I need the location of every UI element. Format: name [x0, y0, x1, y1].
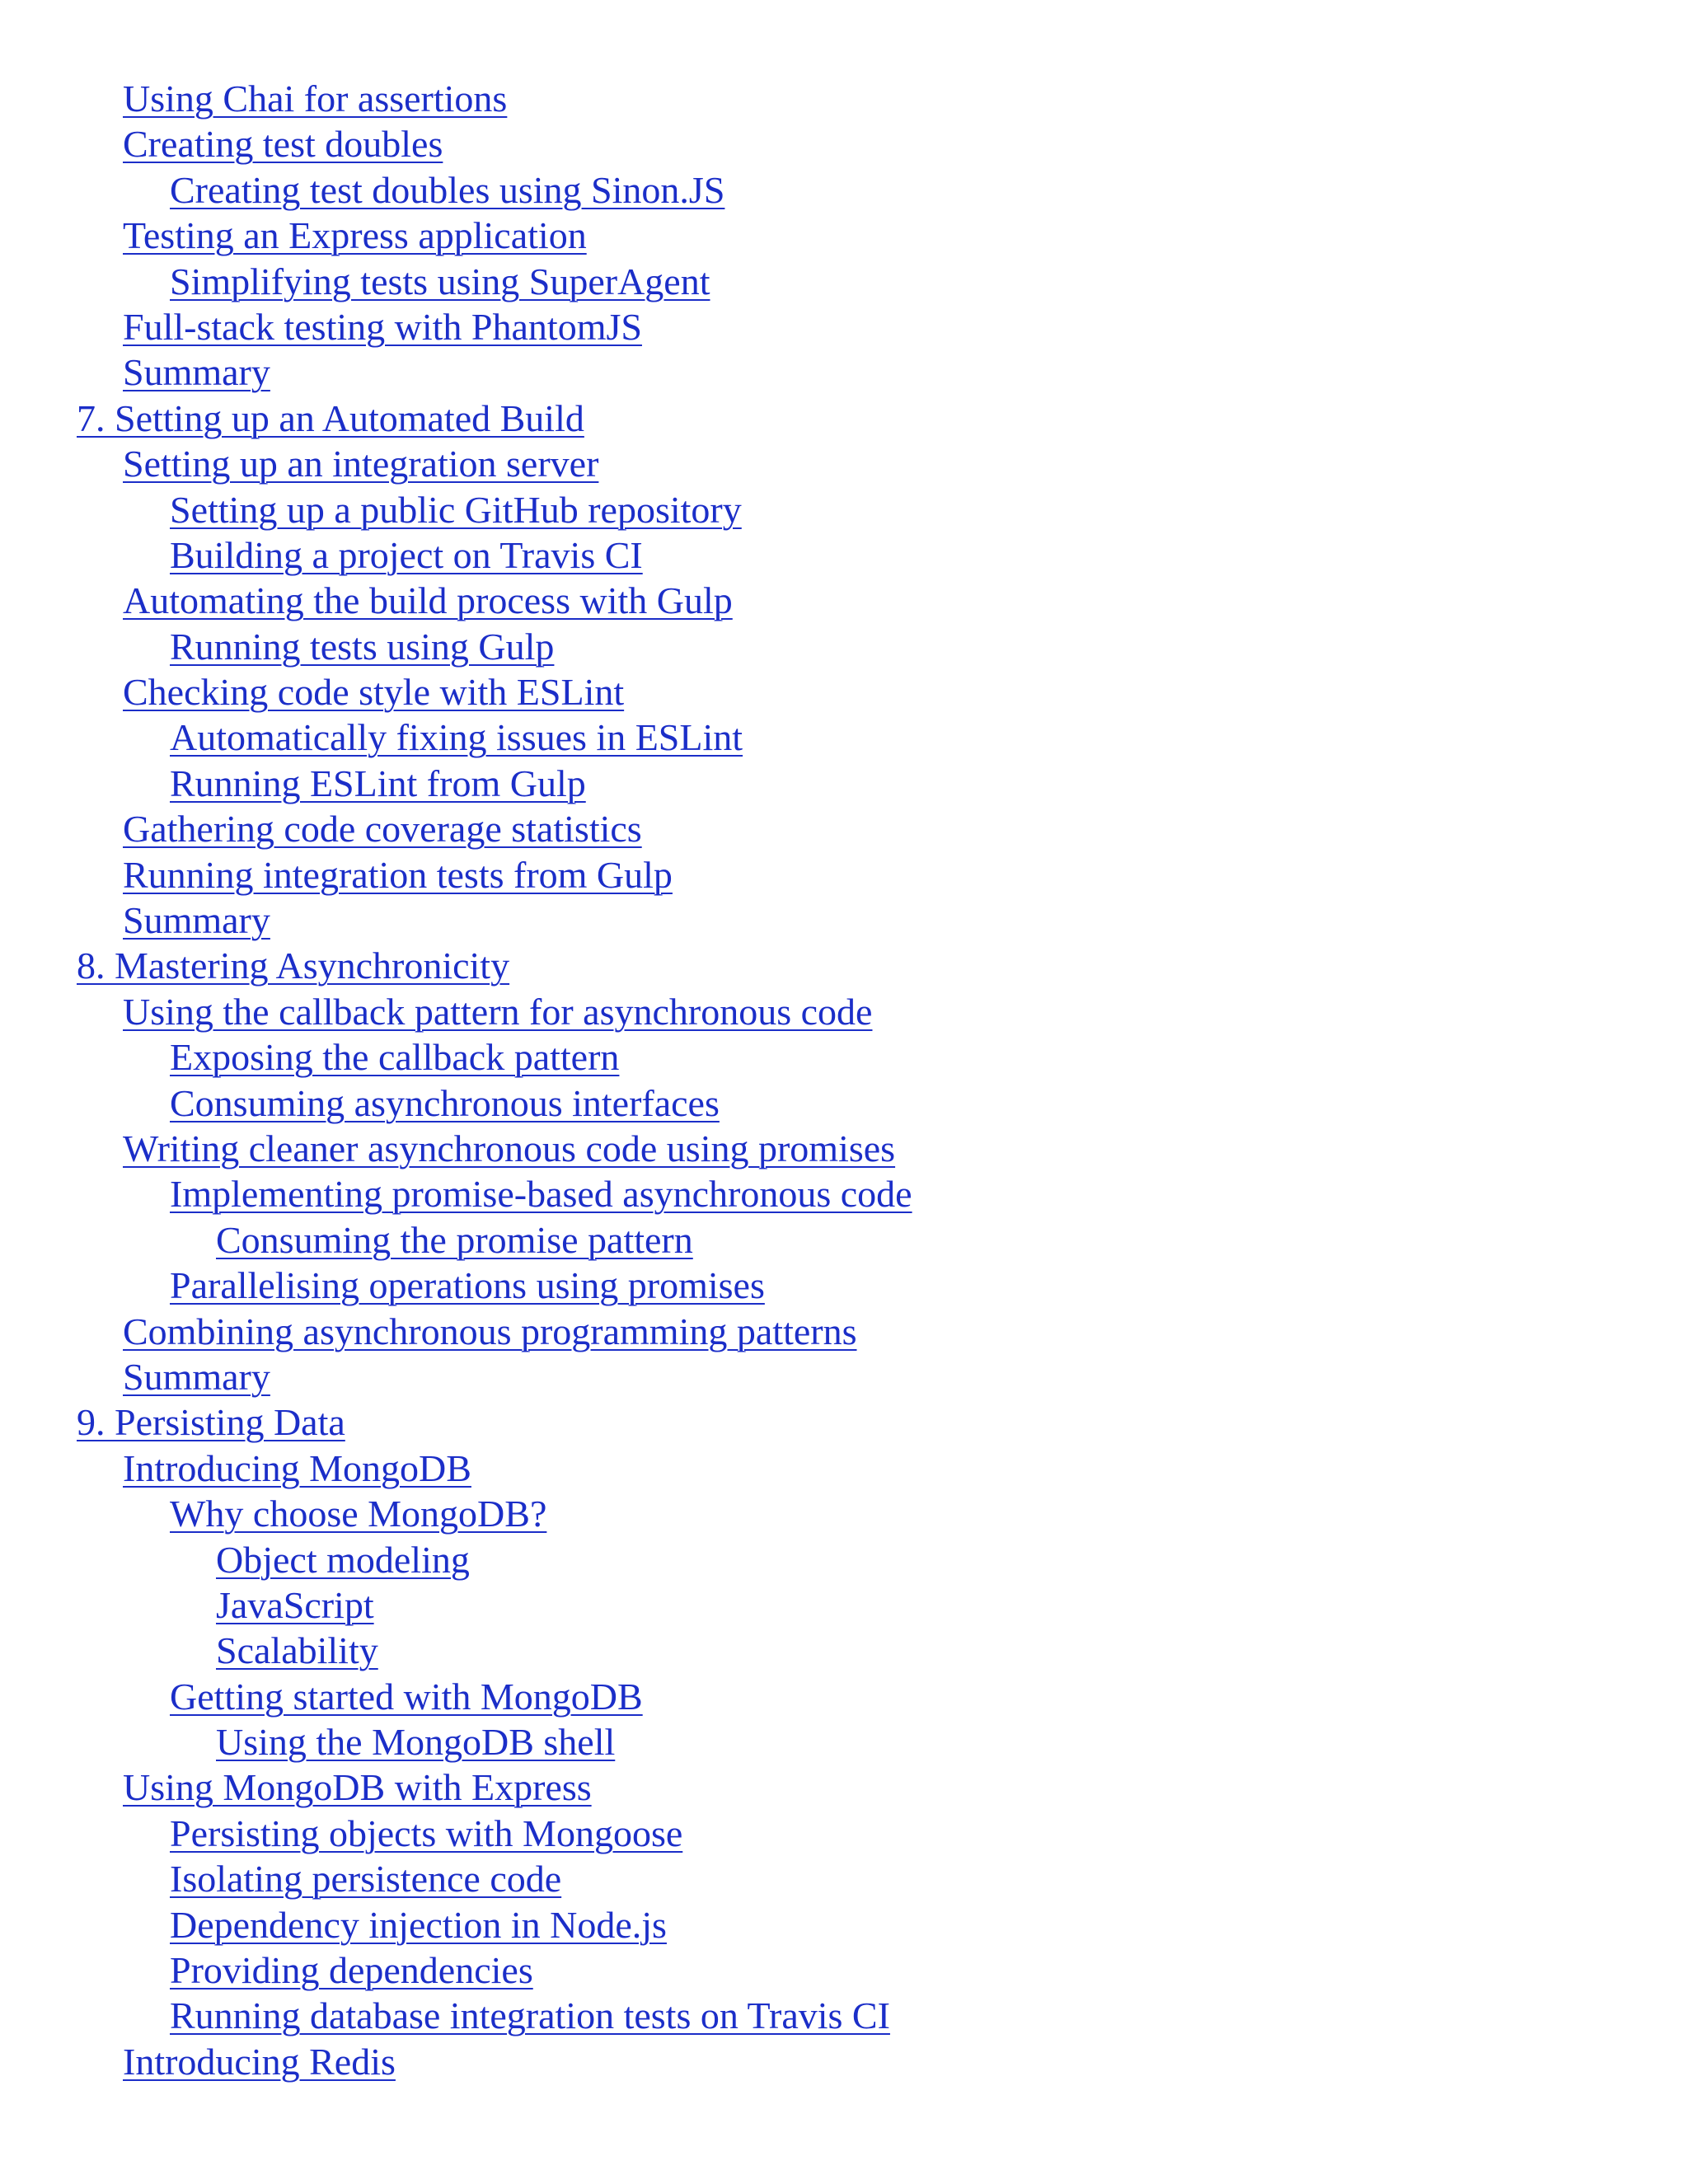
- toc-entry: [0, 1399, 1688, 1445]
- toc-entry: [0, 715, 1688, 760]
- toc-section-link[interactable]: Exposing the callback pattern: [170, 1036, 620, 1079]
- toc-chapter-link[interactable]: 8. Mastering Asynchronicity: [77, 944, 510, 987]
- toc-entry: [0, 1217, 1688, 1263]
- toc-entry: [0, 76, 1688, 121]
- toc-section-link[interactable]: Summary: [123, 1355, 270, 1398]
- toc-entry: [0, 1902, 1688, 1947]
- table-of-contents: [0, 76, 1688, 2084]
- toc-section-link[interactable]: Summary: [123, 899, 270, 942]
- toc-section-link[interactable]: Scalability: [216, 1629, 378, 1672]
- toc-entry: [0, 1811, 1688, 1856]
- toc-entry: [0, 1263, 1688, 1308]
- toc-section-link[interactable]: Setting up an integration server: [123, 443, 599, 485]
- toc-section-link[interactable]: Creating test doubles using Sinon.JS: [170, 168, 725, 211]
- toc-entry: [0, 989, 1688, 1034]
- toc-section-link[interactable]: Running tests using Gulp: [170, 625, 555, 668]
- toc-entry: [0, 1446, 1688, 1491]
- toc-entry: [0, 898, 1688, 943]
- toc-section-link[interactable]: Checking code style with ESLint: [123, 671, 625, 714]
- toc-entry: [0, 1993, 1688, 2038]
- toc-entry: [0, 1674, 1688, 1719]
- toc-section-link[interactable]: Parallelising operations using promises: [170, 1264, 765, 1307]
- toc-entry: [0, 1582, 1688, 1628]
- toc-entry: [0, 304, 1688, 349]
- toc-section-link[interactable]: Automatically fixing issues in ESLint: [170, 716, 743, 759]
- toc-section-link[interactable]: Dependency injection in Node.js: [170, 1903, 667, 1946]
- toc-entry: [0, 1765, 1688, 1810]
- toc-section-link[interactable]: Full-stack testing with PhantomJS: [123, 305, 642, 348]
- toc-section-link[interactable]: Using MongoDB with Express: [123, 1766, 592, 1809]
- toc-section-link[interactable]: Writing cleaner asynchronous code using promises: [123, 1127, 896, 1169]
- toc-entry: [0, 1309, 1688, 1354]
- toc-section-link[interactable]: Using the callback pattern for asynchronous code: [123, 990, 873, 1033]
- toc-entry: [0, 1947, 1688, 1993]
- toc-entry: [0, 1491, 1688, 1536]
- toc-entry: [0, 943, 1688, 988]
- toc-entry: [0, 121, 1688, 166]
- toc-section-link[interactable]: Providing dependencies: [170, 1949, 533, 1992]
- toc-section-link[interactable]: Implementing promise-based asynchronous code: [170, 1173, 912, 1216]
- toc-section-link[interactable]: Consuming the promise pattern: [216, 1218, 693, 1261]
- toc-entry: [0, 578, 1688, 623]
- toc-section-link[interactable]: Persisting objects with Mongoose: [170, 1811, 683, 1854]
- toc-entry: [0, 1628, 1688, 1673]
- toc-entry: [0, 213, 1688, 258]
- toc-entry: [0, 669, 1688, 715]
- toc-section-link[interactable]: Automating the build process with Gulp: [123, 579, 733, 622]
- toc-section-link[interactable]: Introducing Redis: [123, 2040, 396, 2083]
- toc-section-link[interactable]: Building a project on Travis CI: [170, 533, 643, 576]
- toc-entry: [0, 2039, 1688, 2084]
- toc-entry: [0, 852, 1688, 898]
- toc-section-link[interactable]: Simplifying tests using SuperAgent: [170, 260, 710, 302]
- toc-entry: [0, 167, 1688, 213]
- toc-entry: [0, 1171, 1688, 1216]
- toc-entry: [0, 806, 1688, 851]
- toc-section-link[interactable]: Running database integration tests on Travis CI: [170, 1994, 890, 2037]
- toc-section-link[interactable]: Why choose MongoDB?: [170, 1493, 547, 1535]
- toc-section-link[interactable]: Combining asynchronous programming patterns: [123, 1310, 857, 1352]
- toc-section-link[interactable]: Consuming asynchronous interfaces: [170, 1081, 720, 1124]
- toc-section-link[interactable]: Summary: [123, 351, 270, 394]
- toc-section-link[interactable]: Getting started with MongoDB: [170, 1675, 643, 1718]
- toc-entry: [0, 1080, 1688, 1126]
- toc-section-link[interactable]: Running integration tests from Gulp: [123, 853, 673, 896]
- toc-section-link[interactable]: JavaScript: [216, 1583, 374, 1626]
- toc-chapter-link[interactable]: 9. Persisting Data: [77, 1401, 345, 1444]
- toc-section-link[interactable]: Testing an Express application: [123, 214, 587, 257]
- toc-entry: [0, 487, 1688, 532]
- toc-entry: [0, 532, 1688, 578]
- toc-section-link[interactable]: Using Chai for assertions: [123, 77, 508, 120]
- toc-entry: [0, 1034, 1688, 1080]
- toc-section-link[interactable]: Creating test doubles: [123, 123, 443, 166]
- toc-entry: [0, 349, 1688, 395]
- toc-entry: [0, 1719, 1688, 1765]
- toc-entry: [0, 1354, 1688, 1399]
- toc-section-link[interactable]: Isolating persistence code: [170, 1858, 562, 1900]
- toc-entry: [0, 259, 1688, 304]
- toc-entry: [0, 624, 1688, 669]
- toc-entry: [0, 1537, 1688, 1582]
- toc-section-link[interactable]: Using the MongoDB shell: [216, 1721, 616, 1764]
- toc-section-link[interactable]: Object modeling: [216, 1538, 470, 1581]
- toc-chapter-link[interactable]: 7. Setting up an Automated Build: [77, 396, 584, 439]
- toc-entry: [0, 441, 1688, 486]
- toc-entry: [0, 396, 1688, 441]
- toc-section-link[interactable]: Running ESLint from Gulp: [170, 762, 586, 804]
- toc-entry: [0, 1856, 1688, 1901]
- toc-section-link[interactable]: Gathering code coverage statistics: [123, 808, 642, 851]
- toc-entry: [0, 761, 1688, 806]
- toc-entry: [0, 1126, 1688, 1171]
- toc-section-link[interactable]: Setting up a public GitHub repository: [170, 488, 742, 531]
- toc-section-link[interactable]: Introducing MongoDB: [123, 1446, 471, 1489]
